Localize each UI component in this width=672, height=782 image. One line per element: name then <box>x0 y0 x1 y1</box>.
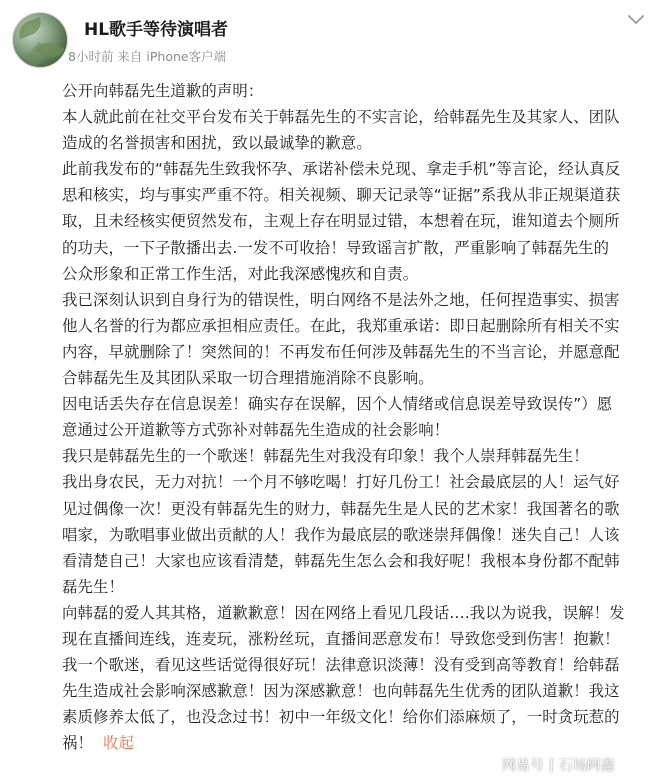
post-text-line: 向韩磊的爱人其其格，道歉歉意！因在网络上看见几段话….我以为说我，误解！发 <box>62 603 625 622</box>
watermark-source: 网易号 <box>502 758 544 774</box>
post-text-line: 合韩磊先生及其团队采取一切合理措施消除不良影响。 <box>62 369 434 388</box>
post-text-line: 我已深刻认识到自身行为的错误性，明白网络不是法外之地，任何捏造事实、损害 <box>62 290 620 309</box>
post-text-line: 本人就此前在社交平台发布关于韩磊先生的不实言论，给韩磊先生及其家人、团队 <box>62 108 620 127</box>
post-text-line: 我出身农民，无力对抗！一个月不够吃喝！打好几份工！社会最底层的人！运气好 <box>62 473 620 492</box>
post-text-line: 素质修养太低了，也没念过书！初中一年级文化！给你们添麻烦了，一时贪玩惹的 <box>62 708 620 727</box>
post-text-line: 思和核实，均与事实严重不符。相关视频、聊天记录等“证据”系我从非正规渠道获 <box>62 186 621 205</box>
post-text-line: 见过偶像一次！更没有韩磊先生的财力，韩磊先生是人民的艺术家！我国著名的歌 <box>62 499 620 518</box>
post-text-line: 看清楚自己！大家也应该看清楚，韩磊先生怎么会和我好呢！我根本身份都不配韩 <box>62 551 620 570</box>
post-text-line: 公开向韩磊先生道歉的声明： <box>62 82 264 100</box>
post-text-line: 意通过公开道歉等方式弥补对韩磊先生造成的社会影响！ <box>62 421 450 440</box>
post-text-line: 内容，早就删除了！突然间的！不再发布任何涉及韩磊先生的不当言论，并愿意配 <box>62 342 620 361</box>
collapse-link[interactable]: 收起 <box>102 734 134 753</box>
post-text-line: 先生造成社会影响深感歉意！因为深感歉意！也向韩磊先生优秀的团队道歉！我这 <box>62 682 620 701</box>
username[interactable]: HL歌手等待演唱者 <box>84 20 229 40</box>
post-text-line: 的功夫，一下子散播出去.一发不可收拾！导致谣言扩散，严重影响了韩磊先生的 <box>62 238 610 257</box>
post-header <box>0 0 672 80</box>
post-content <box>62 78 670 756</box>
post-text-line: 磊先生！ <box>62 577 124 596</box>
post-text-line: 唱家，为歌唱事业做出贡献的人！我作为最底层的歌迷崇拜偶像！迷失自己！人该 <box>62 525 620 544</box>
chevron-down-icon <box>628 15 644 25</box>
post-text-line: 因电话丢失存在信息误差！确实存在误解，因个人情绪或信息误差导致误传”）愿 <box>62 395 613 414</box>
avatar[interactable] <box>12 12 68 68</box>
more-options-button[interactable] <box>624 10 648 30</box>
post-text-line: 祸！ <box>62 734 93 753</box>
watermark-separator: | <box>549 757 554 773</box>
post-text-line: 现在直播间连线，连麦玩，涨粉丝玩，直播间恶意发布！导致您受到伤害！抱歉！ <box>62 629 620 648</box>
post-meta: 8小时前 来自 iPhone客户端 <box>68 49 227 64</box>
post-text-line: 我只是韩磊先生的一个歌迷！韩磊先生对我没有印象！我个人崇拜韩磊先生！ <box>62 447 589 466</box>
watermark <box>502 752 615 778</box>
post-text-line: 他人名誉的行为都应承担相应责任。在此，我郑重承诺：即日起删除所有相关不实 <box>62 316 620 335</box>
post-text-line: 公众形象和正常工作生活，对此我深感愧疚和自责。 <box>62 264 419 283</box>
post-text-line: 此前我发布的“韩磊先生致我怀孕、承诺补偿未兑现、拿走手机”等言论，经认真反 <box>62 160 621 179</box>
post-text-line: 我一个歌迷，看见这些话觉得很好玩！法律意识淡薄！没有受到高等教育！给韩磊 <box>62 656 620 675</box>
post-text-line: 取，且未经核实便贸然发布，主观上存在明显过错，本想着在玩，谁知道去个厕所 <box>62 212 620 231</box>
post-text-line: 造成的名誉损害和困扰，致以最诚挚的歉意。 <box>62 134 372 153</box>
watermark-author: 石场阿鑫 <box>558 758 615 774</box>
